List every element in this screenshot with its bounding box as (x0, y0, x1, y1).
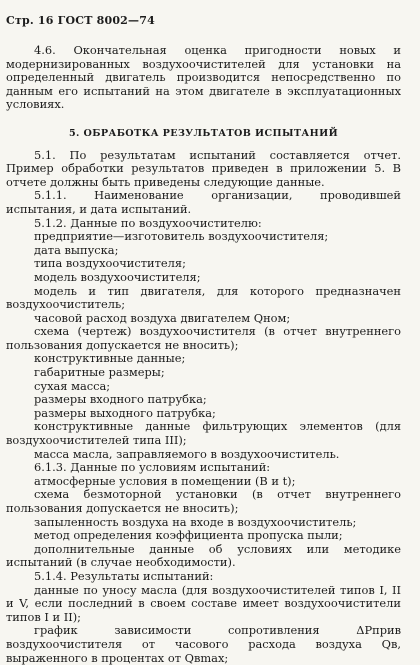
list-item: сухая масса; (34, 378, 111, 393)
paragraph-5-1-1: 5.1.1. Наименование организации, проводившей испытания, и дата испытаний. (6, 188, 401, 216)
list-item: дата выпуска; (34, 242, 119, 257)
list-item: схема безмоторной установки (в отчет внутреннего пользования допускается не вносить); (6, 487, 401, 515)
list-item: схема (чертеж) воздухоочистителя (в отчет внутреннего пользования допускается не вносить); (6, 324, 401, 352)
document-body (6, 44, 401, 665)
list-item: размеры выходного патрубка; (34, 405, 216, 420)
paragraph-6-1-3: 6.1.3. Данные по условиям испытаний: (34, 460, 271, 475)
list-item: часовой расход воздуха двигателем Qном; (34, 310, 291, 325)
page-header: Стр. 16 ГОСТ 8002—74 (6, 14, 155, 27)
list-item: конструктивные данные фильтрующих элементов (для воздухоочистителей типа III); (6, 419, 401, 448)
list-item: типа воздухоочистителя; (34, 256, 186, 271)
list-item: масса масла, заправляемого в воздухоочиститель. (34, 446, 340, 461)
list-item: габаритные размеры; (34, 365, 165, 380)
list-item: размеры входного патрубка; (34, 392, 207, 407)
list-item: модель воздухоочистителя; (34, 269, 201, 284)
list-item: модель и тип двигателя, для которого предназначен воздухоочиститель; (6, 283, 401, 312)
paragraph-5-1: 5.1. По результатам испытаний составляется отчет. Пример обработки результатов приведен в приложении 5. В отчете должны быть приведены следующие данные. (6, 147, 401, 189)
list-item: данные по уносу масла (для воздухоочистителей типов I, II и V, если последний в своем составе имеет воздухоочистители типов I и II); (6, 582, 401, 624)
list-item: конструктивные данные; (34, 351, 186, 366)
list-item: дополнительные данные об условиях или методике испытаний (в случае необходимости). (6, 541, 401, 570)
paragraph-5-1-4: 5.1.4. Результаты испытаний: (34, 568, 214, 583)
paragraph-4-6: 4.6. Окончательная оценка пригодности новых и модернизированных воздухоочистителей для установки на определенный двигатель производится непосредственно по данным его испытаний на этом двигателе в эксплуатационных условиях. (6, 43, 401, 112)
list-item: атмосферные условия в помещении (B и t); (34, 473, 296, 488)
list-item: график зависимости сопротивления ΔPприв воздухоочистителя от часового расхода воздуха Qв, выраженного в процентах от Qвmax; (6, 623, 401, 665)
paragraph-5-1-2: 5.1.2. Данные по воздухоочистителю: (34, 215, 262, 230)
list-item: метод определения коэффициента пропуска пыли; (34, 528, 343, 543)
list-item: запыленность воздуха на входе в воздухоочиститель; (34, 514, 357, 529)
section-heading: 5. ОБРАБОТКА РЕЗУЛЬТАТОВ ИСПЫТАНИЙ (68, 127, 339, 139)
list-item: предприятие—изготовитель воздухоочистителя; (34, 229, 329, 244)
